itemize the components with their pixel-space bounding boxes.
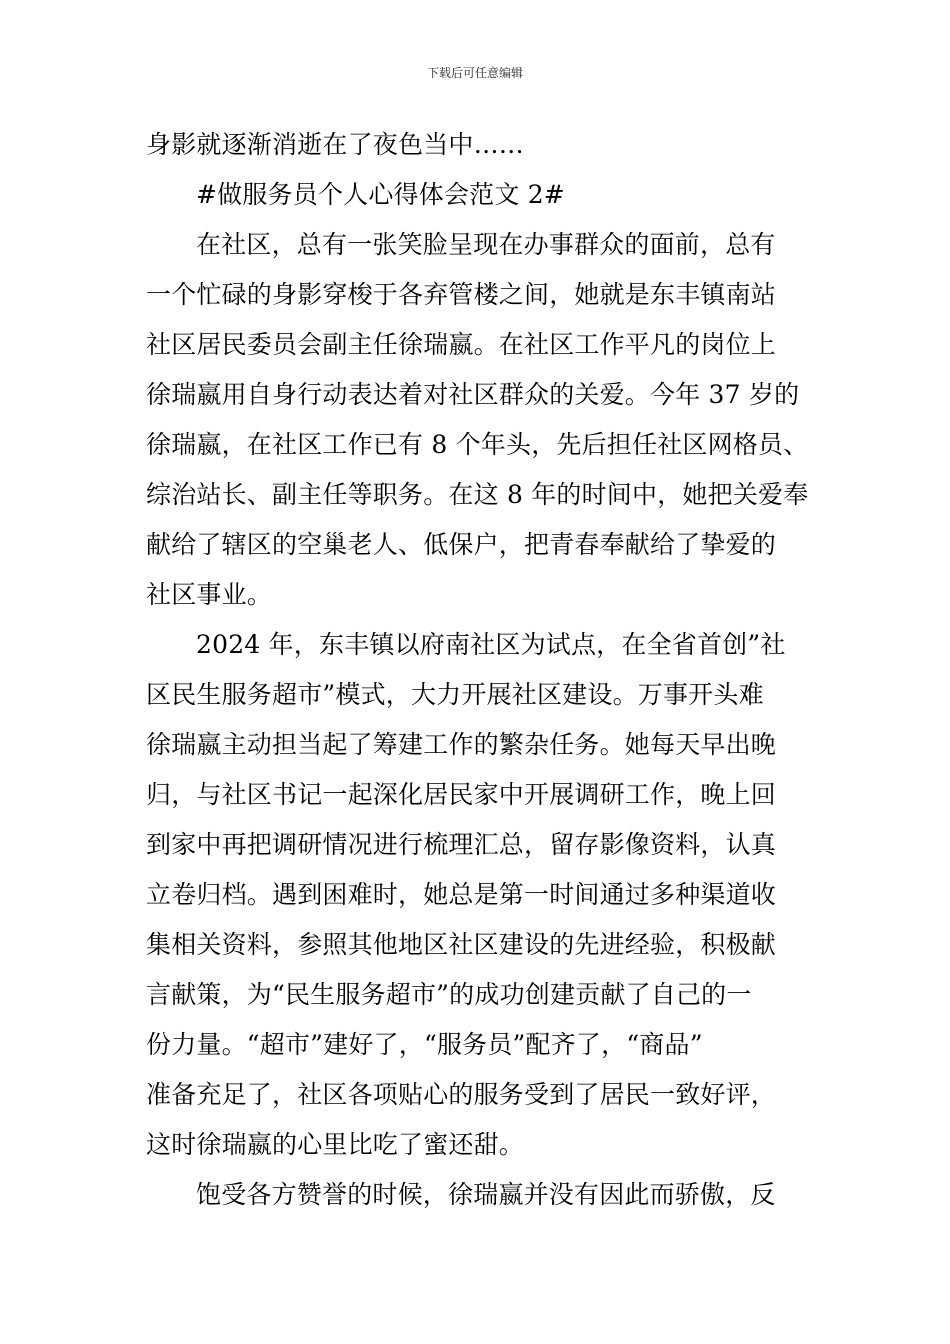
text-line: 社区居民委员会副主任徐瑞嬴。在社区工作平凡的岗位上 <box>146 330 777 359</box>
text-line: 饱受各方赞誉的时候，徐瑞嬴并没有因此而骄傲，反 <box>196 1180 776 1209</box>
text-line: 准备充足了，社区各项贴心的服务受到了居民一致好评， <box>146 1080 777 1109</box>
page-header: 下载后可任意编辑 <box>426 66 523 80</box>
text-line: 社区事业。 <box>146 580 273 609</box>
text-line: 综治站长、副主任等职务。在这 8 年的时间中，她把关爱奉 <box>146 480 809 509</box>
text-line: 一个忙碌的身影穿梭于各弃管楼之间，她就是东丰镇南站 <box>146 280 777 309</box>
text-line: 区民生服务超市”模式，大力开展社区建设。万事开头难 <box>146 680 764 709</box>
text-line: 献给了辖区的空巢老人、低保户，把青春奉献给了挚爱的 <box>146 530 777 559</box>
text-line: 徐瑞嬴，在社区工作已有 8 个年头，先后担任社区网格员、 <box>146 430 809 459</box>
text-line: 在社区，总有一张笑脸呈现在办事群众的面前，总有 <box>196 230 776 259</box>
text-line: 立卷归档。遇到困难时，她总是第一时间通过多种渠道收 <box>146 880 777 909</box>
text-line: 集相关资料，参照其他地区社区建设的先进经验，积极献 <box>146 930 777 959</box>
text-line: 2024 年，东丰镇以府南社区为试点，在全省首创”社 <box>196 630 786 659</box>
text-line: 归，与社区书记一起深化居民家中开展调研工作，晚上回 <box>146 780 777 809</box>
text-line: 徐瑞嬴主动担当起了筹建工作的繁杂任务。她每天早出晚 <box>146 730 777 759</box>
text-line: 份力量。“超市”建好了，“服务员”配齐了，“商品” <box>146 1030 703 1059</box>
text-line: 到家中再把调研情况进行梳理汇总，留存影像资料，认真 <box>146 830 777 859</box>
section-heading: #做服务员个人心得体会范文 2# <box>196 180 565 209</box>
text-line: 这时徐瑞嬴的心里比吃了蜜还甜。 <box>146 1130 525 1159</box>
text-line: 身影就逐渐消逝在了夜色当中…… <box>146 130 525 159</box>
text-line: 言献策，为“民生服务超市”的成功创建贡献了自己的一 <box>146 980 752 1009</box>
text-line: 徐瑞嬴用自身行动表达着对社区群众的关爱。今年 37 岁的 <box>146 380 800 409</box>
